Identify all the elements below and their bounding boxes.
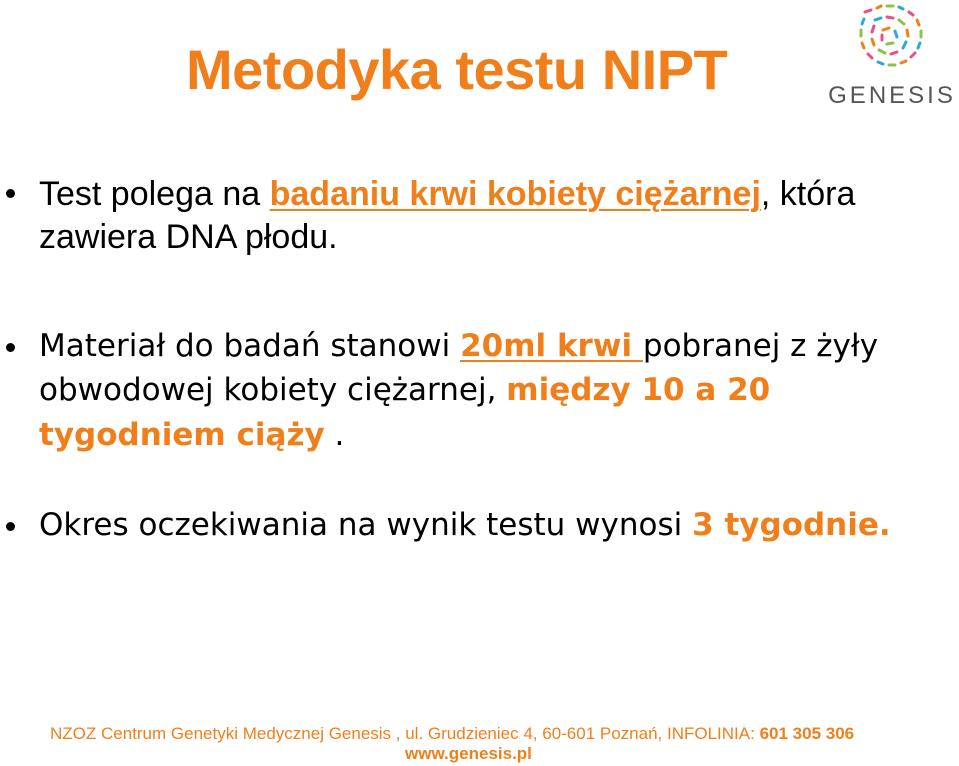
footer-phone: 601 305 306 — [759, 724, 855, 743]
bullet-dot — [6, 343, 15, 352]
bullet-dot — [6, 189, 15, 198]
bullet-1-text-c: , która — [760, 175, 856, 213]
bullet-3-text-a: Okres oczekiwania na wynik testu wynosi — [39, 507, 693, 543]
bullet-3-line-1 — [39, 503, 891, 548]
footer-address-text: NZOZ Centrum Genetyki Medycznej Genesis , ul. Grudzieniec 4, 60-601 Poznań, INFOLINIA: — [50, 724, 760, 743]
logo-wordmark: GENESIS — [828, 82, 956, 109]
bullet-1-line-1 — [39, 172, 855, 217]
footer-website-link[interactable]: www.genesis.pl — [405, 744, 532, 763]
bullet-2-line-1 — [39, 324, 878, 369]
bullet-2-highlight-weeks: między 10 a 20 — [506, 372, 771, 408]
genesis-logo — [825, 0, 959, 118]
bullet-2-text-c: pobranej z żyły — [642, 328, 879, 364]
bullet-3-highlight: 3 tygodnie. — [692, 507, 891, 543]
bullet-dot — [6, 522, 15, 531]
slide-title: Metodyka testu NIPT — [186, 38, 728, 101]
footer-address — [50, 724, 959, 744]
bullet-1-text-a: Test polega na — [39, 175, 270, 213]
bullet-1-highlight: badaniu krwi kobiety ciężarnej — [269, 175, 761, 213]
bullet-2-highlight-volume: 20ml krwi — [460, 328, 643, 364]
bullet-2-line-3 — [39, 413, 344, 458]
bullet-2-text-e: . — [324, 417, 345, 453]
dna-circle-icon — [825, 0, 959, 84]
bullet-2-text-d: obwodowej kobiety ciężarnej, — [39, 372, 507, 408]
bullet-2-text-a: Materiał do badań stanowi — [39, 328, 461, 364]
bullet-2-line-2 — [39, 368, 770, 413]
bullet-2-highlight-pregnancy: tygodniem ciąży — [39, 417, 325, 453]
bullet-1-line-2: zawiera DNA płodu. — [39, 218, 338, 256]
